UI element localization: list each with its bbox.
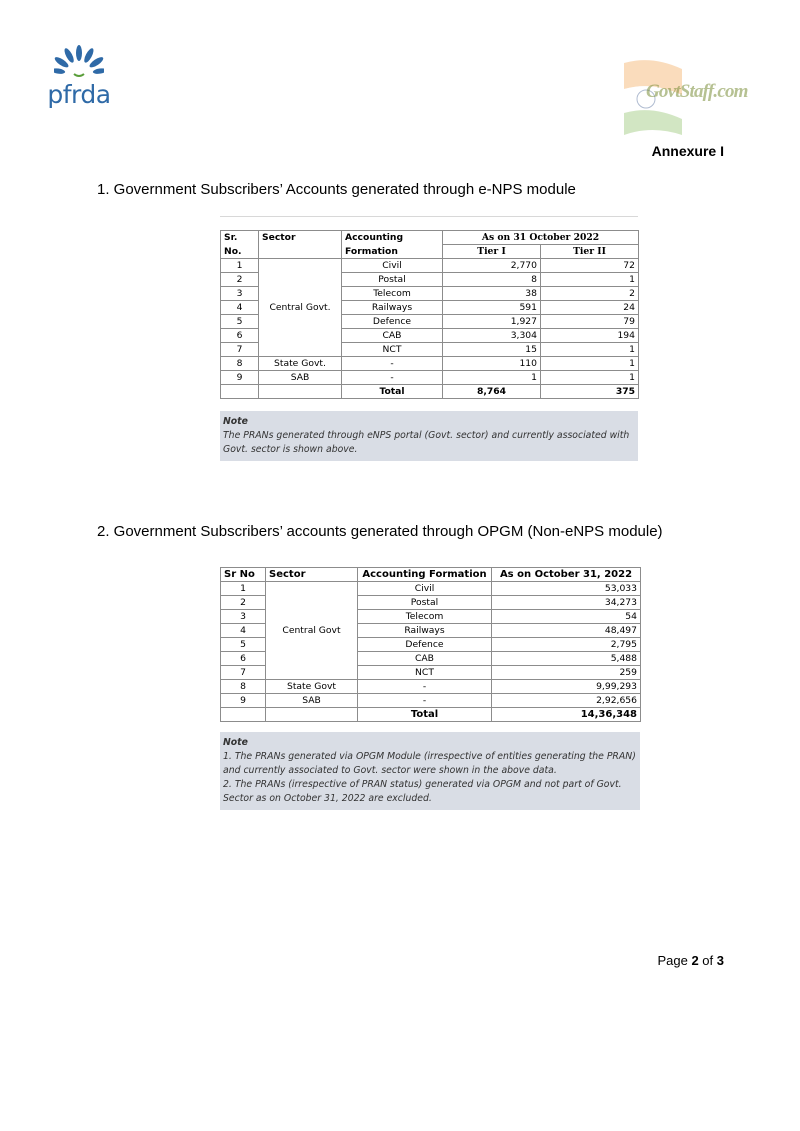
table-row	[221, 371, 639, 385]
formation-cell: Civil	[358, 582, 492, 596]
page-of: of	[702, 953, 714, 968]
sector-cell: SAB	[266, 694, 358, 708]
tier2-cell: 1	[541, 371, 639, 385]
sr-header-line2: No.	[221, 245, 259, 259]
table-header-row	[221, 231, 639, 245]
tier2-cell: 1	[541, 273, 639, 287]
tier1-cell: 1,927	[443, 315, 541, 329]
table-row	[221, 694, 641, 708]
tier1-cell: 3,304	[443, 329, 541, 343]
value-cell: 48,497	[492, 624, 641, 638]
sr-cell: 8	[221, 357, 259, 371]
total-row	[221, 385, 639, 399]
total-tier1: 8,764	[443, 385, 541, 399]
tier1-header: Tier I	[443, 245, 541, 259]
tier2-cell: 2	[541, 287, 639, 301]
note-box	[220, 732, 640, 810]
sr-cell: 9	[221, 694, 266, 708]
sector-cell: Central Govt	[266, 582, 358, 680]
table-row	[221, 680, 641, 694]
sr-cell: 1	[221, 582, 266, 596]
tier2-cell: 194	[541, 329, 639, 343]
value-cell: 2,795	[492, 638, 641, 652]
note-title: Note	[223, 737, 248, 748]
total-row	[221, 708, 641, 722]
sr-cell: 8	[221, 680, 266, 694]
table-row	[221, 582, 641, 596]
sector-header: Sector	[266, 568, 358, 582]
sr-cell: 1	[221, 259, 259, 273]
total-label: Total	[358, 708, 492, 722]
note-box	[220, 411, 638, 461]
formation-cell: NCT	[342, 343, 443, 357]
formation-cell: Railways	[342, 301, 443, 315]
value-cell: 54	[492, 610, 641, 624]
formation-header: Accounting	[342, 231, 443, 245]
formation-cell: Telecom	[358, 610, 492, 624]
value-cell: 5,488	[492, 652, 641, 666]
sr-header: Sr.	[221, 231, 259, 245]
note-text: The PRANs generated through eNPS portal (Govt. sector) and currently associated with Govt. sector is shown above.	[223, 430, 630, 455]
tier1-cell: 591	[443, 301, 541, 315]
sr-cell: 9	[221, 371, 259, 385]
formation-cell: Railways	[358, 624, 492, 638]
sector-cell: State Govt	[266, 680, 358, 694]
section-1-heading: 1. Government Subscribers’ Accounts generated through e-NPS module	[97, 181, 576, 198]
value-cell: 259	[492, 666, 641, 680]
table-row	[221, 357, 639, 371]
formation-cell: Telecom	[342, 287, 443, 301]
tier1-cell: 110	[443, 357, 541, 371]
tier1-cell: 2,770	[443, 259, 541, 273]
sr-cell: 3	[221, 610, 266, 624]
sr-cell: 7	[221, 343, 259, 357]
formation-cell: Civil	[342, 259, 443, 273]
formation-cell: -	[342, 371, 443, 385]
sector-cell: Central Govt.	[259, 259, 342, 357]
watermark-logo	[622, 55, 748, 137]
as-on-header: As on 31 October 2022	[443, 231, 639, 245]
sector-cell: State Govt.	[259, 357, 342, 371]
tier2-cell: 79	[541, 315, 639, 329]
sr-cell: 4	[221, 301, 259, 315]
sector-cell: SAB	[259, 371, 342, 385]
pfrda-logo	[44, 44, 114, 118]
value-cell: 9,99,293	[492, 680, 641, 694]
lotus-icon	[54, 44, 104, 80]
sr-cell: 2	[221, 273, 259, 287]
formation-cell: -	[358, 694, 492, 708]
tier1-cell: 15	[443, 343, 541, 357]
sr-cell: 5	[221, 638, 266, 652]
tier2-cell: 72	[541, 259, 639, 273]
page-prefix: Page	[657, 953, 688, 968]
total-value: 14,36,348	[492, 708, 641, 722]
formation-cell: Defence	[358, 638, 492, 652]
page-current: 2	[691, 953, 699, 968]
tier1-cell: 38	[443, 287, 541, 301]
formation-cell: Postal	[358, 596, 492, 610]
formation-cell: -	[358, 680, 492, 694]
tier2-header: Tier II	[541, 245, 639, 259]
note-line-1: 1. The PRANs generated via OPGM Module (irrespective of entities generating the PRAN) and currently associated to Govt. sector were shown in the above data.	[223, 751, 636, 776]
watermark-text: GovtStaff.com	[646, 81, 748, 102]
sr-cell: 4	[221, 624, 266, 638]
value-cell: 2,92,656	[492, 694, 641, 708]
sr-header: Sr No	[221, 568, 266, 582]
tier1-cell: 1	[443, 371, 541, 385]
formation-cell: CAB	[342, 329, 443, 343]
note-line-2: 2. The PRANs (irrespective of PRAN status) generated via OPGM and not part of Govt. Sector as on October 31, 2022 are excluded.	[223, 779, 622, 804]
value-cell: 34,273	[492, 596, 641, 610]
formation-cell: Postal	[342, 273, 443, 287]
sr-cell: 5	[221, 315, 259, 329]
annexure-label: Annexure I	[651, 143, 724, 159]
opgm-table	[220, 567, 641, 722]
page-total: 3	[716, 953, 724, 968]
opgm-table-block	[220, 567, 640, 810]
sector-header: Sector	[259, 231, 342, 259]
tier2-cell: 1	[541, 357, 639, 371]
section-2-heading: 2. Government Subscribers’ accounts generated through OPGM (Non-eNPS module)	[97, 523, 663, 540]
formation-cell: Defence	[342, 315, 443, 329]
enps-table	[220, 230, 639, 399]
tier2-cell: 24	[541, 301, 639, 315]
tier1-cell: 8	[443, 273, 541, 287]
sr-cell: 6	[221, 652, 266, 666]
as-on-header: As on October 31, 2022	[492, 568, 641, 582]
formation-cell: -	[342, 357, 443, 371]
note-title: Note	[223, 416, 248, 427]
page-number	[657, 953, 724, 968]
sr-cell: 2	[221, 596, 266, 610]
pfrda-logo-text: pfrda	[47, 80, 111, 109]
sr-cell: 3	[221, 287, 259, 301]
formation-header-line2: Formation	[342, 245, 443, 259]
sr-cell: 6	[221, 329, 259, 343]
value-cell: 53,033	[492, 582, 641, 596]
table-row	[221, 259, 639, 273]
sr-cell: 7	[221, 666, 266, 680]
tier2-cell: 1	[541, 343, 639, 357]
table-header-row	[221, 568, 641, 582]
total-tier2: 375	[541, 385, 639, 399]
enps-table-block	[220, 216, 638, 461]
formation-header: Accounting Formation	[358, 568, 492, 582]
formation-cell: NCT	[358, 666, 492, 680]
formation-cell: CAB	[358, 652, 492, 666]
total-label: Total	[342, 385, 443, 399]
